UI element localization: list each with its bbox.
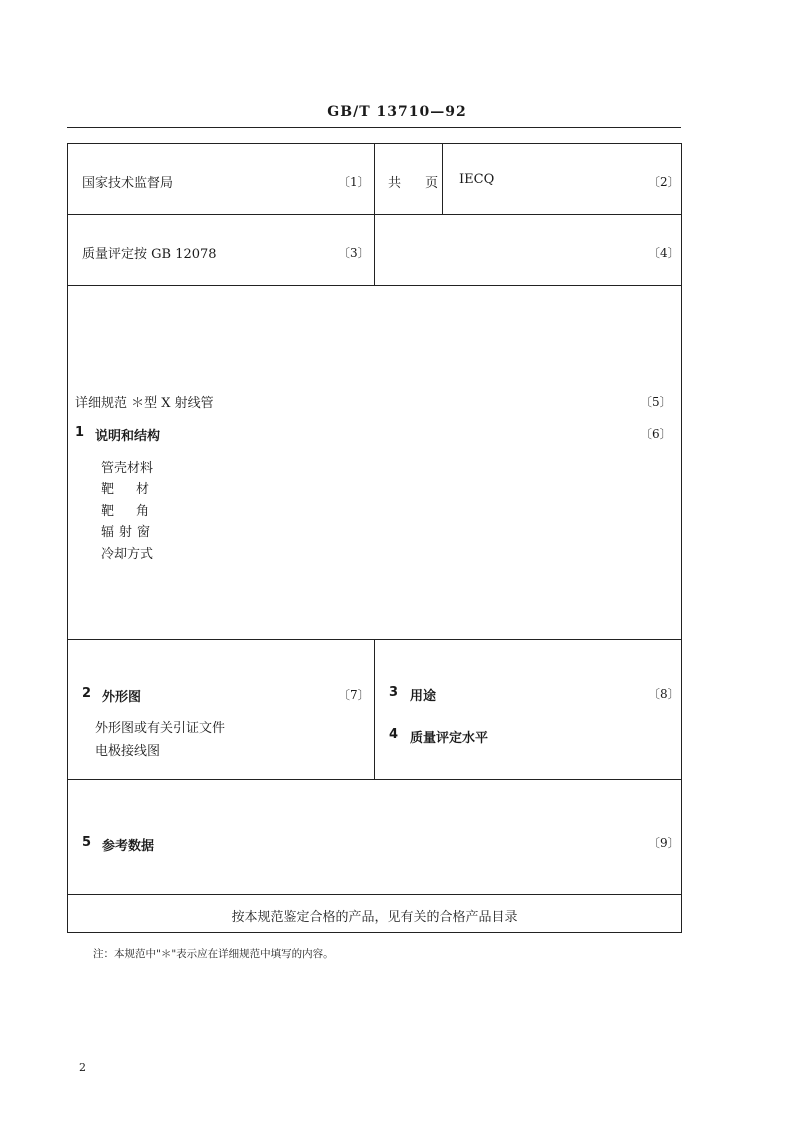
outline-drawing-line: 外形图或有关引证文件 [95,721,226,736]
ref-8: 〔8〕 [648,687,680,701]
section-3-title: 用途 [410,689,437,704]
header-rule [67,127,681,128]
authority-label: 国家技术监督局 [82,176,174,191]
row-divider-4 [67,779,682,780]
section-1-title: 说明和结构 [95,429,161,444]
standard-number: GB/T 13710—92 [327,104,467,120]
electrode-wiring-line: 电极接线图 [95,744,161,759]
col-divider-top [374,143,375,285]
ref-4: 〔4〕 [648,246,680,260]
section-4-title: 质量评定水平 [410,731,489,746]
item-cooling-method: 冷却方式 [101,547,154,562]
row-divider-5 [67,894,682,895]
item-housing-material: 管壳材料 [101,461,154,476]
col-divider-mid [374,639,375,779]
item-target-angle: 靶角 [101,504,172,519]
ref-1: 〔1〕 [338,175,370,189]
section-1-number: 1 [75,425,85,440]
pages-label: 共 页 [388,176,449,191]
spec-title: 详细规范 ＊型 X 射线管 [75,396,214,411]
ref-7: 〔7〕 [338,688,370,702]
section-2-number: 2 [82,686,92,701]
section-5-title: 参考数据 [102,839,155,854]
ref-2: 〔2〕 [648,175,680,189]
ref-3: 〔3〕 [338,246,370,260]
ref-9: 〔9〕 [648,836,680,850]
ref-5: 〔5〕 [640,395,672,409]
row-divider-2 [67,285,682,286]
page-number: 2 [79,1061,86,1074]
section-3-number: 3 [389,685,399,700]
item-radiation-window: 辐射窗 [101,525,156,540]
section-5-number: 5 [82,835,92,850]
footnote: 注：本规范中"＊"表示应在详细规范中填写的内容。 [93,948,334,960]
iecq-label: IECQ [459,172,495,187]
section-2-title: 外形图 [102,690,142,705]
item-target-material: 靶材 [101,482,172,497]
assessment-label: 质量评定按 GB 12078 [82,247,217,262]
qualified-products-note: 按本规范鉴定合格的产品，见有关的合格产品目录 [231,910,518,925]
section-4-number: 4 [389,727,399,742]
ref-6: 〔6〕 [640,427,672,441]
